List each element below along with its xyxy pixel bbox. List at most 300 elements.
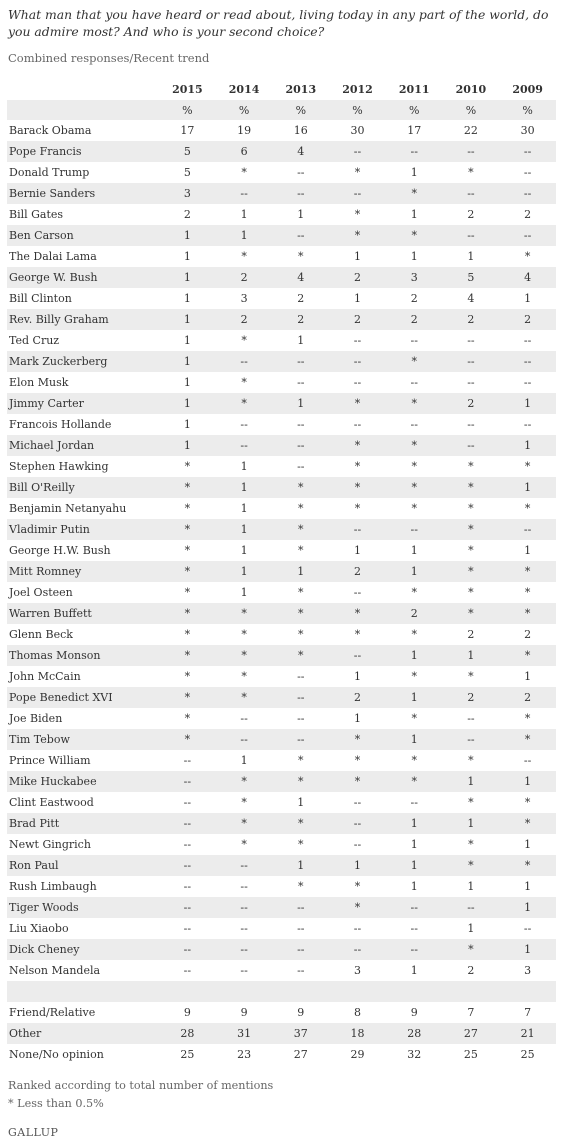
cell-value: * (216, 771, 273, 792)
cell-value: * (272, 813, 329, 834)
table-row (7, 288, 556, 309)
cell-value: * (298, 544, 304, 557)
cell-value: 2 (443, 309, 500, 330)
cell-value: * (159, 603, 216, 624)
cell-value: -- (272, 351, 329, 372)
cell-value: * (216, 813, 273, 834)
cell-value: % (329, 100, 386, 120)
year-header-2009: 2009 (512, 82, 543, 96)
cell-value: 1 (216, 561, 273, 582)
cell-value: * (386, 435, 443, 456)
cell-value: -- (297, 418, 305, 431)
table-body (7, 100, 556, 1065)
row-label: Joel Osteen (9, 586, 73, 599)
table-row (7, 414, 556, 435)
cell-value: * (159, 687, 216, 708)
cell-value: -- (272, 729, 329, 750)
cell-value: * (329, 477, 386, 498)
cell-value: * (298, 838, 304, 851)
cell-value: 22 (463, 124, 478, 137)
cell-value: 1 (297, 334, 305, 347)
cell-value: * (468, 838, 474, 851)
cell-value: -- (523, 334, 532, 347)
row-label: Donald Trump (9, 166, 90, 179)
cell-value: * (329, 393, 386, 414)
cell-value: -- (297, 712, 305, 725)
cell-value: 28 (386, 1023, 443, 1044)
cell-value: * (329, 771, 386, 792)
cell-value: 1 (240, 208, 248, 221)
table-row (7, 141, 556, 162)
cell-value: * (499, 603, 556, 624)
cell-value: * (499, 855, 556, 876)
cell-value: -- (410, 376, 418, 389)
cell-value: 9 (240, 1006, 248, 1019)
cell-value: 4 (272, 267, 329, 288)
table-row (7, 960, 556, 981)
cell-value: 2 (272, 309, 329, 330)
cell-value: * (443, 561, 500, 582)
cell-value: -- (443, 225, 500, 246)
cell-value: -- (410, 922, 418, 935)
cell-value: -- (523, 166, 532, 179)
table-row (7, 561, 556, 582)
year-header-row (7, 78, 556, 100)
cell-value: 2 (183, 208, 191, 221)
cell-value: * (386, 477, 443, 498)
cell-value: 1 (386, 729, 443, 750)
cell-value: 2 (216, 267, 273, 288)
cell-value: 3 (524, 964, 532, 977)
cell-value: * (329, 225, 386, 246)
table-row (7, 120, 556, 141)
cell-value: * (354, 880, 361, 893)
cell-value: * (159, 519, 216, 540)
row-label (7, 981, 159, 1002)
row-label: Friend/Relative (9, 1006, 96, 1019)
cell-value: 21 (499, 1023, 556, 1044)
cell-value: * (499, 729, 556, 750)
cell-value: * (184, 502, 191, 515)
cell-value: -- (183, 754, 192, 767)
table-row (7, 813, 556, 834)
row-label: Warren Buffett (7, 603, 159, 624)
cell-value: % (499, 100, 556, 120)
cell-value: -- (329, 183, 386, 204)
row-label: Joe Biden (9, 712, 63, 725)
cell-value: 1 (524, 838, 532, 851)
cell-value: -- (297, 376, 305, 389)
cell-value: -- (216, 183, 273, 204)
cell-value: -- (443, 351, 500, 372)
cell-value: -- (386, 519, 443, 540)
cell-value: 1 (159, 351, 216, 372)
cell-value: 5 (183, 166, 191, 179)
row-label: Bill Gates (9, 208, 64, 221)
cell-value: -- (410, 334, 418, 347)
cell-value: 1 (240, 544, 248, 557)
row-label: Pope Benedict XVI (7, 687, 159, 708)
cell-value: * (411, 460, 417, 473)
row-label: Benjamin Netanyahu (9, 502, 127, 515)
cell-value: -- (297, 166, 305, 179)
cell-value: 2 (443, 687, 500, 708)
table-row (7, 771, 556, 792)
cell-value: * (468, 502, 474, 515)
unit-row (7, 100, 556, 120)
cell-value: * (468, 586, 474, 599)
row-label: Barack Obama (9, 124, 92, 137)
cell-value: * (386, 351, 443, 372)
cell-value: -- (216, 435, 273, 456)
cell-value: * (159, 645, 216, 666)
cell-value: * (329, 435, 386, 456)
cell-value: 2 (467, 628, 475, 641)
cell-value (329, 981, 386, 1002)
cell-value: 30 (350, 124, 365, 137)
cell-value: * (443, 855, 500, 876)
cell-value: * (411, 712, 417, 725)
cell-value: 4 (499, 267, 556, 288)
cell-value: 1 (524, 670, 532, 683)
cell-value: 8 (354, 1006, 361, 1019)
cell-value: -- (272, 939, 329, 960)
cell-value: 1 (183, 334, 191, 347)
cell-value: * (443, 477, 500, 498)
cell-value: * (241, 334, 247, 347)
cell-value: * (272, 771, 329, 792)
cell-value: -- (329, 519, 386, 540)
cell-value: * (298, 502, 304, 515)
table-row (7, 351, 556, 372)
cell-value: 1 (240, 502, 248, 515)
table-row (7, 162, 556, 183)
cell-value: 2 (329, 561, 386, 582)
cell-value: 1 (524, 544, 532, 557)
cell-value: -- (386, 897, 443, 918)
cell-value: 4 (467, 292, 475, 305)
cell-value: -- (329, 813, 386, 834)
cell-value: 1 (386, 855, 443, 876)
row-label: Elon Musk (9, 376, 69, 389)
cell-value: * (411, 502, 417, 515)
table-row (7, 687, 556, 708)
cell-value: * (272, 645, 329, 666)
cell-value: * (298, 754, 304, 767)
cell-value: 1 (216, 225, 273, 246)
less-than-note: * Less than 0.5% (8, 1097, 104, 1110)
cell-value: * (184, 712, 191, 725)
cell-value: -- (499, 183, 556, 204)
cell-value: 9 (297, 1006, 305, 1019)
cell-value: * (468, 166, 474, 179)
cell-value: -- (240, 712, 248, 725)
year-header-2010: 2010 (455, 82, 487, 96)
cell-value: 30 (520, 124, 535, 137)
cell-value: % (159, 100, 216, 120)
cell-value: 25 (180, 1048, 195, 1061)
cell-value: 1 (386, 813, 443, 834)
cell-value: -- (353, 418, 362, 431)
row-label: Bill O'Reilly (7, 477, 159, 498)
cell-value: * (159, 729, 216, 750)
cell-value: 1 (443, 813, 500, 834)
cell-value: 5 (159, 141, 216, 162)
cell-value: 32 (407, 1048, 422, 1061)
cell-value: 4 (272, 141, 329, 162)
row-label: Ben Carson (7, 225, 159, 246)
cell-value: -- (467, 376, 475, 389)
table-row (7, 309, 556, 330)
cell-value: -- (183, 880, 192, 893)
cell-value: 1 (159, 267, 216, 288)
cell-value: -- (329, 141, 386, 162)
cell-value: 3 (386, 267, 443, 288)
cell-value: * (443, 519, 500, 540)
cell-value: * (354, 166, 361, 179)
table-row (7, 1002, 556, 1023)
row-label: Vladimir Putin (7, 519, 159, 540)
cell-value: * (241, 376, 247, 389)
table-row (7, 645, 556, 666)
cell-value (443, 981, 500, 1002)
cell-value: * (184, 460, 191, 473)
cell-value: 17 (407, 124, 422, 137)
cell-value: 2 (499, 309, 556, 330)
cell-value: -- (159, 771, 216, 792)
cell-value: 2 (329, 687, 386, 708)
cell-value: -- (467, 418, 475, 431)
ranking-note: Ranked according to total number of mentions (8, 1079, 274, 1092)
table-row (7, 540, 556, 561)
cell-value: 2 (410, 292, 418, 305)
cell-value: -- (353, 796, 362, 809)
cell-value: -- (183, 838, 192, 851)
cell-value: -- (329, 939, 386, 960)
table-row (7, 918, 556, 939)
cell-value: -- (523, 922, 532, 935)
cell-value: 25 (520, 1048, 535, 1061)
row-label: Rush Limbaugh (9, 880, 97, 893)
cell-value: 1 (499, 771, 556, 792)
cell-value: -- (386, 141, 443, 162)
table-row (7, 372, 556, 393)
cell-value: * (241, 628, 247, 641)
row-label: Rev. Billy Graham (7, 309, 159, 330)
cell-value: * (411, 670, 417, 683)
row-label: Tiger Woods (7, 897, 159, 918)
cell-value (159, 981, 216, 1002)
cell-value: -- (159, 897, 216, 918)
year-header-2015: 2015 (172, 82, 203, 96)
cell-value: -- (499, 225, 556, 246)
cell-value: 28 (159, 1023, 216, 1044)
cell-value: -- (159, 813, 216, 834)
cell-value: 5 (443, 267, 500, 288)
cell-value: -- (353, 376, 362, 389)
cell-value: -- (443, 141, 500, 162)
cell-value (272, 981, 329, 1002)
cell-value: 9 (183, 1006, 191, 1019)
cell-value: * (386, 393, 443, 414)
row-label: Thomas Monson (7, 645, 159, 666)
cell-value: -- (353, 334, 362, 347)
cell-value: * (241, 670, 247, 683)
table-row (7, 519, 556, 540)
spacer-row (7, 981, 556, 1002)
cell-value: 27 (443, 1023, 500, 1044)
cell-value: 1 (410, 544, 418, 557)
cell-value: * (524, 460, 531, 473)
row-label: None/No opinion (9, 1048, 104, 1061)
cell-value: -- (297, 670, 305, 683)
cell-value: 23 (237, 1048, 252, 1061)
row-label: Bill Clinton (9, 292, 72, 305)
cell-value: 9 (410, 1006, 418, 1019)
cell-value: 1 (443, 771, 500, 792)
cell-value: * (443, 939, 500, 960)
cell-value: 1 (216, 477, 273, 498)
cell-value: -- (297, 964, 305, 977)
row-label: Pope Francis (7, 141, 159, 162)
row-label: Mitt Romney (7, 561, 159, 582)
cell-value: 17 (180, 124, 195, 137)
table-row (7, 477, 556, 498)
cell-value: -- (272, 183, 329, 204)
cell-value: 2 (386, 603, 443, 624)
cell-value: % (443, 100, 500, 120)
row-label: Bernie Sanders (7, 183, 159, 204)
row-label: Dick Cheney (7, 939, 159, 960)
table-row (7, 183, 556, 204)
cell-value: * (216, 393, 273, 414)
cell-value: 16 (293, 124, 308, 137)
row-label: Nelson Mandela (9, 964, 101, 977)
cell-value: 1 (183, 418, 191, 431)
cell-value: * (354, 502, 361, 515)
row-label: George W. Bush (7, 267, 159, 288)
cell-value: 1 (297, 208, 305, 221)
cell-value: * (468, 796, 474, 809)
cell-value: -- (183, 964, 192, 977)
cell-value: * (524, 502, 531, 515)
cell-value: 2 (329, 309, 386, 330)
cell-value: * (272, 519, 329, 540)
cell-value: 7 (524, 1006, 532, 1019)
cell-value: * (241, 250, 247, 263)
cell-value: -- (297, 460, 305, 473)
row-label: Liu Xiaobo (9, 922, 69, 935)
cell-value: * (329, 897, 386, 918)
cell-value: 1 (499, 939, 556, 960)
year-header-2012: 2012 (342, 82, 373, 96)
cell-value: * (272, 477, 329, 498)
cell-value: * (184, 544, 191, 557)
cell-value: -- (523, 418, 532, 431)
cell-value: 1 (410, 880, 418, 893)
cell-value: -- (353, 586, 362, 599)
row-label: Ted Cruz (9, 334, 60, 347)
cell-value: 3 (354, 964, 361, 977)
row-label: Tim Tebow (7, 729, 159, 750)
cell-value: 1 (524, 880, 532, 893)
table-row (7, 939, 556, 960)
row-label: Michael Jordan (7, 435, 159, 456)
cell-value: 1 (410, 964, 418, 977)
table-row (7, 435, 556, 456)
cell-value: 1 (467, 250, 475, 263)
cell-value: * (499, 645, 556, 666)
row-label: Jimmy Carter (7, 393, 159, 414)
cell-value: % (386, 100, 443, 120)
cell-value: 1 (467, 922, 475, 935)
cell-value: 2 (386, 309, 443, 330)
table-row (7, 1023, 556, 1044)
cell-value: 1 (499, 477, 556, 498)
table-row (7, 393, 556, 414)
cell-value: 1 (386, 687, 443, 708)
cell-value: 2 (499, 687, 556, 708)
cell-value: * (329, 729, 386, 750)
table-row (7, 897, 556, 918)
cell-value: 1 (524, 292, 532, 305)
cell-value: 2 (329, 267, 386, 288)
cell-value: 1 (499, 435, 556, 456)
cell-value: -- (443, 897, 500, 918)
cell-value: -- (297, 922, 305, 935)
row-label: Ron Paul (7, 855, 159, 876)
cell-value: * (354, 460, 361, 473)
survey-question: What man that you have heard or read about, living today in any part of the world, do you admire most? And who is your second choice? (8, 7, 549, 39)
cell-value: * (216, 603, 273, 624)
cell-value: * (411, 628, 417, 641)
cell-value: * (184, 670, 191, 683)
table-row (7, 225, 556, 246)
cell-value: -- (240, 418, 248, 431)
cell-value: 27 (293, 1048, 308, 1061)
cell-value: -- (386, 939, 443, 960)
row-label: George H.W. Bush (9, 544, 111, 557)
cell-value: 1 (159, 225, 216, 246)
cell-value: 1 (354, 544, 361, 557)
row-label: Brad Pitt (7, 813, 159, 834)
cell-value: 1 (240, 586, 248, 599)
table-row (7, 855, 556, 876)
cell-value: * (159, 561, 216, 582)
cell-value: * (524, 712, 531, 725)
cell-value: -- (443, 435, 500, 456)
row-label: Clint Eastwood (9, 796, 94, 809)
row-label: Newt Gingrich (9, 838, 91, 851)
cell-value: -- (467, 712, 475, 725)
cell-value: 1 (410, 250, 418, 263)
cell-value: -- (240, 964, 248, 977)
cell-value: * (298, 250, 304, 263)
cell-value: % (272, 100, 329, 120)
chart-subtitle: Combined responses/Recent trend (8, 51, 210, 65)
cell-value: 3 (159, 183, 216, 204)
cell-value: -- (159, 939, 216, 960)
table-row (7, 750, 556, 771)
cell-value: -- (499, 141, 556, 162)
cell-value: 2 (524, 628, 532, 641)
cell-value: * (411, 586, 417, 599)
cell-value: * (354, 628, 361, 641)
cell-value: 1 (297, 796, 305, 809)
cell-value: * (354, 754, 361, 767)
cell-value: 1 (329, 855, 386, 876)
table-row (7, 876, 556, 897)
